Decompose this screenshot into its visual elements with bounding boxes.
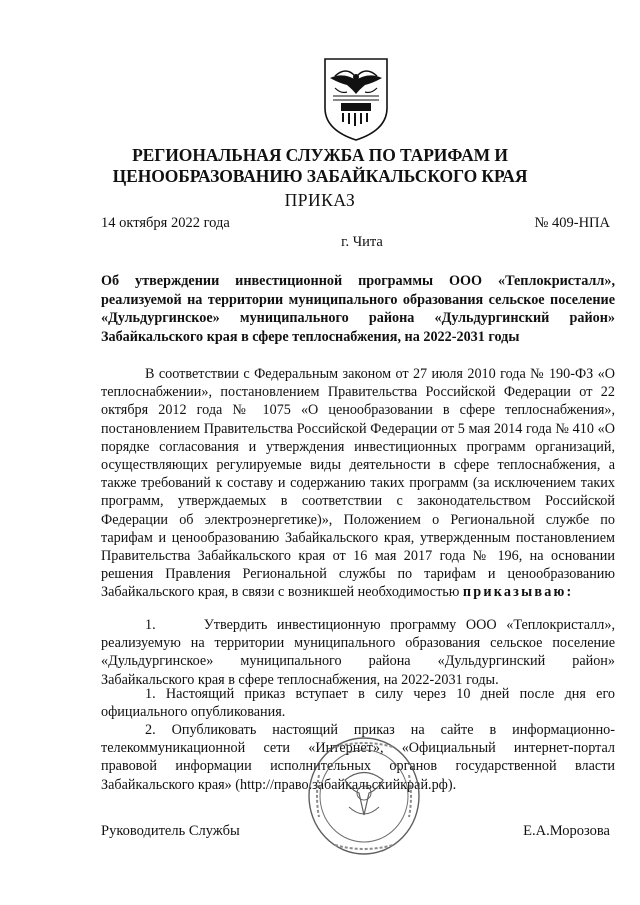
signer-name: Е.А.Морозова: [523, 823, 610, 839]
document-subject: Об утверждении инвестиционной программы ООО «Теплокристалл», реализуемой на территории муниципального образования сельское поселение «Дульдургинское» муниципального района «Дульдургинский район» Забайкальского края в сфере теплоснабжения, на 2022-2031 годы: [101, 273, 615, 345]
order-item-3: 2. Опубликовать настоящий приказ на сайте в информационно-телекоммуникационной сети «Интернет», «Официальный интернет-портал правовой информации исполнительных органов государственной власти Забайкальского края» (http://право.забайкальскийкрай.рф).: [101, 722, 615, 793]
legal-basis-text: В соответствии с Федеральным законом от 27 июля 2010 года № 190-ФЗ «О теплоснабжении», постановлением Правительства Российской Федерации от 22 октября 2012 года № 1075 «О ценообразовании в сфере теплоснабжения», постановлением Правительства Российской Федерации от 5 мая 2014 года № 410 «О порядке согласования и утверждения инвестиционных программ организаций, осуществляющих регулируемые виды деятельности в сфере теплоснабжения, а также требований к составу и содержанию таких программ (за исключением таких программ, утверждаемых в соответствии с законодательством Российской Федерации об электроэнергетике)», Положением о Региональной службе по тарифам и ценообразованию Забайкальского края, утвержденным постановлением Правительства Забайкальского края от 16 мая 2017 года № 196, на основании решения Правления Региональной службы по тарифам и ценообразованию Забайкальского края, в связи с возникшей необходимостью: [101, 366, 615, 601]
document-number: № 409-НПА: [534, 215, 610, 231]
document-city: г. Чита: [341, 234, 383, 250]
order-word: приказываю:: [462, 584, 574, 601]
order-item-2: 1. Настоящий приказ вступает в силу через 10 дней после дня его официального опубликования.: [101, 686, 615, 721]
coat-of-arms-icon: [321, 56, 391, 142]
document-date: 14 октября 2022 года: [101, 215, 230, 231]
order-item-1: 1. Утвердить инвестиционную программу ООО «Теплокристалл», реализуемую на территории муниципального образования сельское поселение «Дульдургинское» муниципального района «Дульдургинский район» Забайкальского края в сфере теплоснабжения, на 2022-2031 годы.: [101, 617, 615, 688]
organization-title-line2: ЦЕНООБРАЗОВАНИЮ ЗАБАЙКАЛЬСКОГО КРАЯ: [112, 166, 528, 186]
seal-icon: [305, 735, 423, 857]
document-type: ПРИКАЗ: [284, 190, 356, 210]
legal-basis-paragraph: [101, 365, 615, 602]
organization-title-line1: РЕГИОНАЛЬНАЯ СЛУЖБА ПО ТАРИФАМ И: [132, 145, 508, 165]
signer-title: Руководитель Службы: [101, 823, 240, 839]
organization-title: [40, 145, 600, 187]
